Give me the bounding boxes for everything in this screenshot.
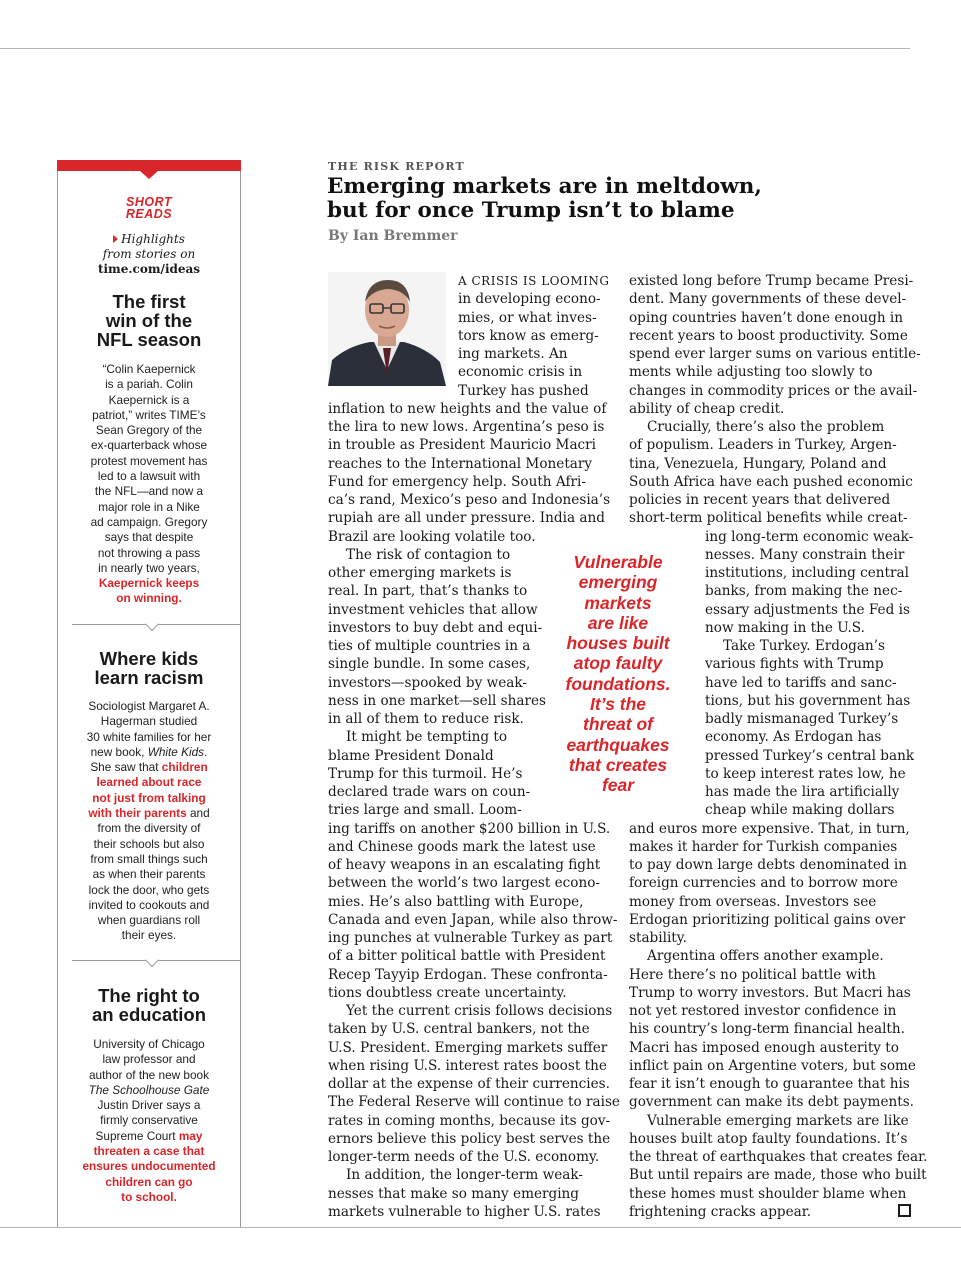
article-line: the threat of earthquakes that creates fear. <box>629 1149 928 1165</box>
ideas-link[interactable]: time.com/ideas <box>97 262 201 276</box>
article-line: Macri has imposed enough austerity to <box>629 1039 899 1056</box>
article-line: South Africa have each pushed economic <box>629 473 913 490</box>
article-line: between the world’s two largest econo- <box>328 875 601 892</box>
sidebar-text-line: Supreme Court may <box>95 1128 203 1143</box>
article-line: ties of multiple countries in a <box>328 638 531 654</box>
sidebar-item-heading-racism: Where kids learn racism <box>94 648 204 688</box>
article-line: other emerging markets is <box>328 565 512 581</box>
top-rule <box>0 48 910 49</box>
sidebar-item-text-racism <box>72 699 226 944</box>
article-line: The risk of contagion to <box>346 546 511 563</box>
headline: Emerging markets are in meltdown, but for once Trump isn’t to blame <box>327 174 762 223</box>
article-line: in developing econo- <box>458 291 601 308</box>
sidebar-text-line: major role in a Nike <box>98 499 200 514</box>
sidebar-text-line: protest movement has <box>90 453 208 468</box>
article-line: tions, but his government has <box>705 692 911 709</box>
article-line: oping countries haven’t done enough in <box>629 309 904 326</box>
highlights-note: Highlights from stories on time.com/ideas <box>58 232 240 277</box>
sidebar-text-line: as when their parents <box>92 867 206 882</box>
article-line: inflation to new heights and the value of <box>328 400 607 417</box>
article-line: investors to buy debt and equi- <box>328 619 543 636</box>
article-line: his country’s long-term financial health. <box>629 1021 905 1038</box>
article-line: Brazil are looking volatile too. <box>328 528 536 545</box>
pull-quote <box>543 552 693 796</box>
pull-quote-line: earthquakes <box>566 734 670 755</box>
article-line: tries large and small. Loom- <box>328 802 522 819</box>
article-line: But until repairs are made, those who built <box>629 1167 927 1184</box>
article-line: Turkey has pushed <box>458 382 589 399</box>
article-line: dent. Many governments of these devel- <box>629 291 907 308</box>
sidebar-text-line: University of Chicago <box>93 1037 205 1051</box>
article-line: ing punches at vulnerable Turkey as part <box>328 930 613 946</box>
article-line: tors know as emerg- <box>458 327 599 344</box>
article-line: rupiah are all under pressure. India and <box>328 510 605 527</box>
article-line: pressed Turkey’s central bank <box>705 747 915 764</box>
article-line: fear it isn’t enough to guarantee that his <box>629 1076 910 1092</box>
short-reads-title: SHORT READS <box>125 195 173 221</box>
article-line: foreign currencies and to borrow more <box>629 875 898 892</box>
pull-quote-line: atop faulty <box>573 653 663 674</box>
sidebar-text-line: new book, White Kids. <box>90 744 208 759</box>
sidebar-text-line: Sean Gregory of the <box>95 423 203 438</box>
article-line: banks, from making the nec- <box>705 583 903 600</box>
article-line: Crucially, there’s also the problem <box>647 419 885 435</box>
sidebar-text-line: 30 white families for her <box>86 729 212 744</box>
sidebar-text-line: lock the door, who gets <box>88 882 210 897</box>
sidebar-text-line: learned about race <box>96 775 202 790</box>
pull-quote-line: markets <box>584 592 652 613</box>
article-line: inflict pain on Argentine voters, but some <box>629 1057 916 1074</box>
article-line: of populism. Leaders in Turkey, Argen- <box>629 437 897 454</box>
article-line: single bundle. In some cases, <box>328 656 531 673</box>
article-line: frightening cracks appear. <box>629 1203 812 1220</box>
pull-quote-line: It’s the <box>589 694 647 715</box>
article-line: to keep interest rates low, he <box>705 765 906 782</box>
sidebar-text-line: from the diversity of <box>97 821 201 836</box>
article-line: stability. <box>629 930 687 946</box>
article-line: houses built atop faulty foundations. It’s <box>629 1130 908 1147</box>
article-line: policies in recent years that delivered <box>629 492 891 508</box>
pull-quote-line: emerging <box>578 572 658 593</box>
sidebar-text-line: to school. <box>121 1189 177 1204</box>
article-line: rates in coming months, because its gov- <box>328 1112 611 1129</box>
article-line: have led to tariffs and sanc- <box>705 674 897 691</box>
article-line: institutions, including central <box>705 565 909 581</box>
article-line: cheap while making dollars <box>705 802 895 819</box>
sidebar-notch <box>140 171 158 179</box>
sidebar-text-line: Kaepernick keeps <box>98 576 200 591</box>
article-line: to pay down large debts denominated in <box>629 857 908 873</box>
article-line: Vulnerable emerging markets are like <box>647 1112 909 1129</box>
article-line: Argentina offers another example. <box>647 948 884 965</box>
article-line: Fund for emergency help. South Afri- <box>328 473 586 490</box>
article-line: of heavy weapons in an escalating fight <box>328 857 601 873</box>
sidebar-text-line: led to a lawsuit with <box>97 469 201 484</box>
sidebar-text-line: law professor and <box>102 1052 196 1067</box>
arrow-right-icon <box>113 235 118 243</box>
article-line: Recep Tayyip Erdogan. These confronta- <box>328 966 608 983</box>
sidebar-text-line: not just from talking <box>92 790 206 805</box>
article-line: declared trade wars on coun- <box>328 784 531 800</box>
article-line: when rising U.S. interest rates boost the <box>328 1057 607 1074</box>
article-line: and euros more expensive. That, in turn, <box>629 820 910 837</box>
article-line: of a bitter political battle with President <box>328 948 606 965</box>
sidebar-text-line: not throwing a pass <box>97 545 201 560</box>
sidebar-text-line: the NFL—and now a <box>94 484 204 499</box>
sidebar-text-line: is a pariah. Colin <box>105 377 193 392</box>
short-reads-sidebar <box>57 160 241 1228</box>
section-kicker: THE RISK REPORT <box>328 160 465 173</box>
chevron-down-icon <box>145 617 159 631</box>
article-line: ing markets. An <box>458 346 568 362</box>
sidebar-item-text-nfl <box>72 362 226 607</box>
sidebar-text-line: their eyes. <box>121 928 177 943</box>
article-line: in trouble as President Mauricio Macri <box>328 437 597 454</box>
sidebar-text-line: firmly conservative <box>100 1113 198 1128</box>
article-line: economic crisis in <box>458 364 583 381</box>
sidebar-text-line: ensures undocumented <box>82 1159 216 1174</box>
article-line: ness in one market—sell shares <box>328 692 547 709</box>
article-line: in all of them to reduce risk. <box>328 711 524 727</box>
article-line: reaches to the International Monetary <box>328 455 593 472</box>
article-line: ca’s rand, Mexico’s peso and Indonesia’s <box>328 492 611 508</box>
article-line: Take Turkey. Erdogan’s <box>723 638 886 654</box>
sidebar-text-line: their schools but also <box>93 836 205 851</box>
article-line: essary adjustments the Fed is <box>705 601 910 618</box>
article-line: investors—spooked by weak- <box>328 674 527 691</box>
article-line: It might be tempting to <box>346 729 508 746</box>
sidebar-red-bar <box>57 160 241 171</box>
chevron-down-icon <box>145 953 159 967</box>
sidebar-text-line: children can go <box>105 1174 193 1189</box>
article-line: taken by U.S. central bankers, not the <box>328 1021 590 1038</box>
bottom-rule <box>0 1227 961 1228</box>
sidebar-text-line: from small things such <box>90 851 208 866</box>
article-line: government can make its debt payments. <box>629 1094 915 1111</box>
sidebar-text-line: patriot,” writes TIME’s <box>92 407 206 422</box>
article-line: Trump to worry investors. But Macri has <box>629 984 911 1001</box>
sidebar-text-line: Justin Driver says a <box>97 1098 201 1113</box>
pull-quote-line: houses built <box>566 633 670 654</box>
article-line: Trump for this turmoil. He’s <box>328 765 523 782</box>
article-line: the lira to new lows. Argentina’s peso is <box>328 419 605 435</box>
sidebar-text-line: on winning. <box>116 591 182 606</box>
article-line: now making in the U.S. <box>705 619 865 636</box>
article-line: mies. He’s also battling with Europe, <box>328 893 584 910</box>
article-line: and Chinese goods mark the latest use <box>328 838 596 855</box>
sidebar-text-line: with their parents and <box>88 806 210 821</box>
pull-quote-line: foundations. <box>565 673 671 694</box>
article-line: spend ever larger sums on various entitle- <box>629 346 921 362</box>
article-line: various fights with Trump <box>705 656 884 673</box>
article-line: money from overseas. Investors see <box>629 893 877 910</box>
sidebar-text-line: when guardians roll <box>97 913 201 928</box>
sidebar-text-line: invited to cookouts and <box>88 897 210 912</box>
pull-quote-line: that creates <box>568 754 668 775</box>
sidebar-text-line: says that despite <box>104 530 194 545</box>
sidebar-text-line: ad campaign. Gregory <box>90 514 208 529</box>
article-line: The Federal Reserve will continue to raise <box>328 1094 620 1111</box>
pull-quote-line: threat of <box>583 714 653 735</box>
sidebar-text-line: ex-quarterback whose <box>90 438 208 453</box>
article-line: mies, or what inves- <box>458 309 597 326</box>
sidebar-item-heading-education: The right to an education <box>91 985 207 1025</box>
article-line: nesses that make so many emerging <box>328 1185 580 1202</box>
sidebar-text-line: Sociologist Margaret A. <box>88 699 210 713</box>
sidebar-item-heading-nfl: The first win of the NFL season <box>96 291 202 350</box>
article-line: Canada and even Japan, while also throw- <box>328 911 618 928</box>
article-line: these homes must shoulder blame when <box>629 1185 907 1202</box>
article-line: recent years to boost productivity. Some <box>629 327 908 344</box>
pull-quote-line: are like <box>587 612 649 633</box>
article-line: dollar at the expense of their currencies. <box>328 1076 610 1092</box>
article-line: longer-term needs of the U.S. economy. <box>328 1149 600 1165</box>
article-line: has made the lira artificially <box>705 784 900 800</box>
article-line: In addition, the longer-term weak- <box>346 1167 583 1184</box>
article-line: ments while adjusting too slowly to <box>629 364 873 381</box>
article-line: investment vehicles that allow <box>328 601 538 618</box>
article-line: A CRISIS IS LOOMING <box>458 274 610 288</box>
article-line: badly mismanaged Turkey’s <box>705 711 899 727</box>
sidebar-text-line: author of the new book <box>88 1067 210 1082</box>
article-line: ernors believe this policy best serves the <box>328 1130 611 1147</box>
article-line: not yet restored investor confidence in <box>629 1003 897 1019</box>
article-line: Yet the current crisis follows decisions <box>346 1003 613 1019</box>
article-line: real. In part, that’s thanks to <box>328 583 528 600</box>
pull-quote-line: Vulnerable <box>573 552 663 572</box>
sidebar-text-line: Hagerman studied <box>100 714 198 729</box>
article-line: Erdogan prioritizing political gains over <box>629 911 906 928</box>
article-line: short-term political benefits while creat- <box>629 510 908 527</box>
article-line: changes in commodity prices or the avail- <box>629 382 918 399</box>
article-line: markets vulnerable to higher U.S. rates <box>328 1203 601 1220</box>
article-line: blame President Donald <box>328 747 494 764</box>
article-line: U.S. President. Emerging markets suffer <box>328 1039 608 1056</box>
article-line: tions doubtless create uncertainty. <box>328 984 567 1001</box>
sidebar-text-line: in nearly two years, <box>98 560 200 575</box>
sidebar-text-line: “Colin Kaepernick <box>102 362 196 376</box>
article-line: tina, Venezuela, Hungary, Poland and <box>629 455 887 472</box>
article-line: ing long-term economic weak- <box>705 528 914 545</box>
article-line: makes it harder for Turkish companies <box>629 838 898 855</box>
article-line: Here there’s no political battle with <box>629 966 876 983</box>
sidebar-item-text-education <box>72 1037 226 1205</box>
sidebar-text-line: She saw that children <box>90 760 208 775</box>
sidebar-text-line: Kaepernick is a <box>108 392 190 407</box>
sidebar-text-line: threaten a case that <box>93 1144 205 1159</box>
byline: By Ian Bremmer <box>328 228 458 244</box>
pull-quote-line: fear <box>601 775 635 796</box>
sidebar-text-line: The Schoolhouse Gate <box>88 1082 210 1097</box>
article-line: existed long before Trump became Presi- <box>629 273 914 289</box>
article-line: economy. As Erdogan has <box>705 729 882 746</box>
article-line: ing tariffs on another $200 billion in U.S. <box>328 820 611 837</box>
article-line: nesses. Many constrain their <box>705 546 905 563</box>
article-line: ability of cheap credit. <box>629 400 785 417</box>
end-mark-icon <box>898 1204 911 1217</box>
